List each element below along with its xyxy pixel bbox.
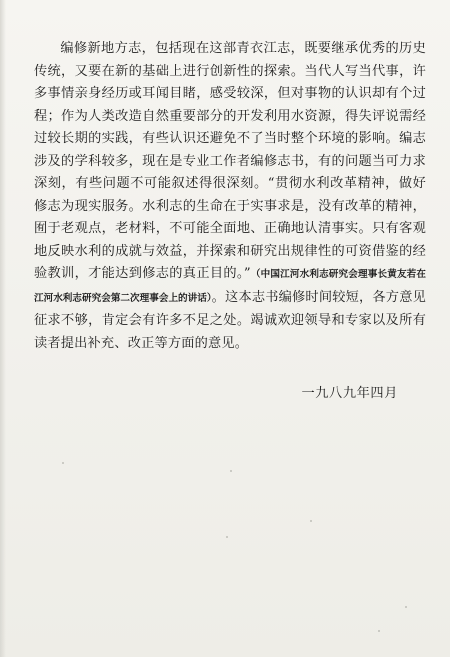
scan-speck xyxy=(378,630,380,632)
main-paragraph xyxy=(34,38,426,355)
scan-speck xyxy=(62,462,64,464)
document-date: 一九八九年四月 xyxy=(301,386,398,401)
scan-speck xyxy=(230,470,232,472)
scan-speck xyxy=(310,520,312,522)
paragraph-text-end: 。这本志书编修时间较短，各方意见征求不够，肯定会有许多不足之处。竭诚欢迎领导和专家以及所有读者提出补充、改正等方面的意见。 xyxy=(34,289,426,351)
body-text xyxy=(34,38,426,355)
paragraph-text: 编修新地方志，包括现在这部青衣江志，既要继承优秀的历史传统，又要在新的基础上进行创新性的探索。当代人写当代事，许多事情亲身经历或耳闻目睹，感受较深，但对事物的认识却有个过程；作为人类改造自然重要部分的开发利用水资源，得失评说需经过较长期的实践，有些认识还避免不了当时整个环境的影响。编志涉及的学科较多，现在是专业工作者编修志书，有的问题当可力求深刻，有些问题不可能叙述得很深刻。“贯彻水利改革精神，做好修志为现实服务。水利志的生命在于实事求是，没有改革的精神，囿于老观点，老材料，不可能全面地、正确地认清事实。只有客观地反映水利的成就与效益，并探索和研究出规律性的可资借鉴的经验教训，才能达到修志的真正目的。” xyxy=(34,41,426,281)
scan-speck xyxy=(405,606,407,608)
citation-note: （中国江河水利志研究会理事长黄友若在江河水利志研究会第二次理事会上的讲话） xyxy=(34,269,427,304)
scan-edge-shadow xyxy=(0,0,6,657)
scan-speck xyxy=(226,536,228,538)
